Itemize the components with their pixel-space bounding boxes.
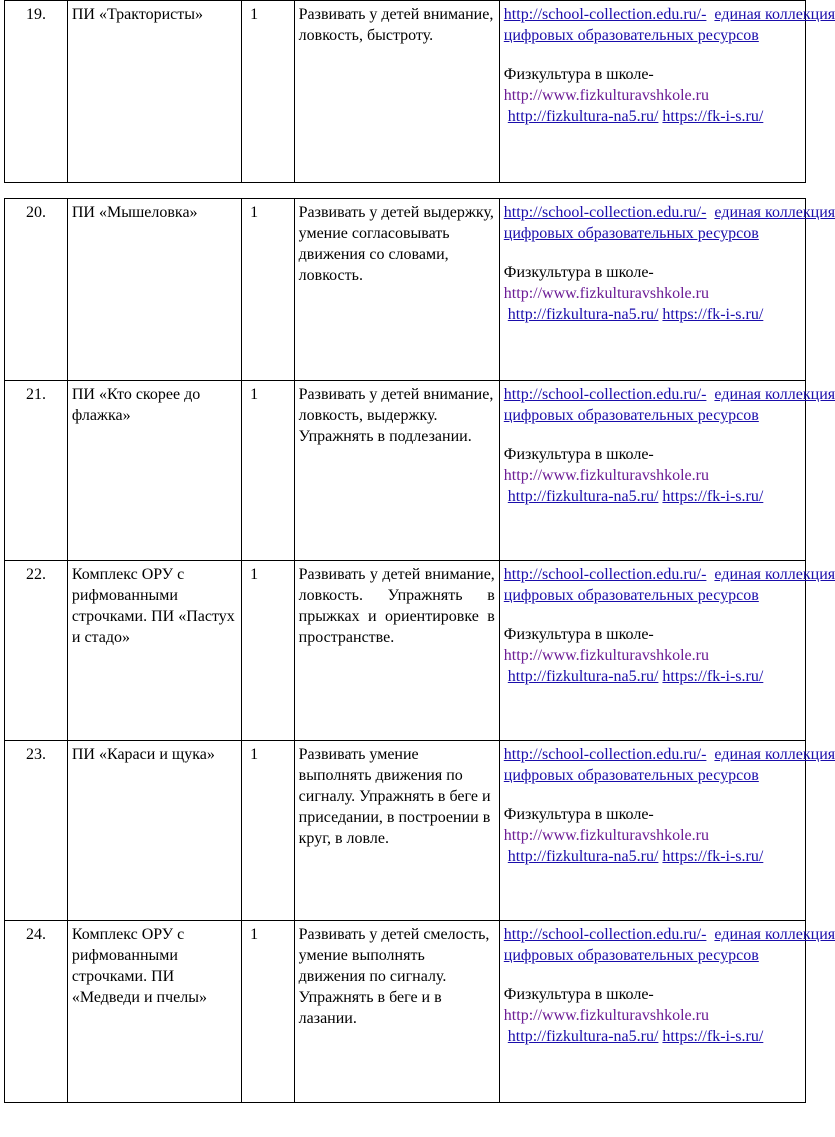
resources-cell bbox=[499, 561, 835, 741]
game-title: ПИ «Мышеловка» bbox=[67, 199, 241, 381]
goal-text: Развивать у детей внимание, ловкость, быстроту. bbox=[294, 1, 499, 183]
goal-text: Развивать у детей внимание, ловкость, выдержку. Упражнять в подлезании. bbox=[294, 381, 499, 561]
table-row bbox=[5, 561, 806, 741]
row-number: 22. bbox=[5, 561, 68, 741]
school-collection-link[interactable]: http://school-collection.edu.ru/- bbox=[503, 386, 707, 403]
fizkultura-na5-link[interactable]: http://fizkultura-na5.ru/ bbox=[507, 848, 659, 866]
collection-resources-link[interactable]: цифровых образовательных ресурсов bbox=[503, 27, 759, 45]
hours-count: 1 bbox=[250, 566, 259, 583]
collection-label-link[interactable]: единая коллекция bbox=[714, 6, 835, 23]
lesson-table-part-2 bbox=[4, 198, 835, 1103]
resources-cell bbox=[499, 741, 835, 921]
table-row bbox=[5, 199, 806, 381]
fizkulturavshkole-link[interactable]: http://www.fizkulturavshkole.ru bbox=[503, 1007, 709, 1025]
hours-count: 1 bbox=[250, 6, 259, 23]
fk-i-s-link[interactable]: https://fk-i-s.ru/ bbox=[662, 1028, 764, 1046]
collection-resources-link[interactable]: цифровых образовательных ресурсов bbox=[503, 947, 759, 965]
table-row bbox=[5, 381, 806, 561]
fizkultura-na5-link[interactable]: http://fizkultura-na5.ru/ bbox=[507, 488, 659, 506]
resources-cell bbox=[499, 381, 835, 561]
fizkulturavshkole-link[interactable]: http://www.fizkulturavshkole.ru bbox=[503, 647, 709, 665]
game-title: ПИ «Караси и щука» bbox=[67, 741, 241, 921]
fizkultura-label: Физкультура в школе- bbox=[503, 66, 654, 84]
collection-label-link[interactable]: единая коллекция bbox=[714, 746, 835, 763]
school-collection-link[interactable]: http://school-collection.edu.ru/- bbox=[503, 926, 707, 943]
school-collection-link[interactable]: http://school-collection.edu.ru/- bbox=[503, 566, 707, 583]
fizkultura-label: Физкультура в школе- bbox=[503, 626, 654, 644]
fk-i-s-link[interactable]: https://fk-i-s.ru/ bbox=[662, 488, 764, 506]
collection-resources-link[interactable]: цифровых образовательных ресурсов bbox=[503, 587, 759, 605]
school-collection-link[interactable]: http://school-collection.edu.ru/- bbox=[503, 6, 707, 23]
fizkultura-label: Физкультура в школе- bbox=[503, 986, 654, 1004]
game-title: ПИ «Кто скорее до флажка» bbox=[67, 381, 241, 561]
goal-text: Развивать у детей выдержку, умение согласовывать движения со словами, ловкость. bbox=[294, 199, 499, 381]
game-title: ПИ «Трактористы» bbox=[67, 1, 241, 183]
fizkultura-label: Физкультура в школе- bbox=[503, 446, 654, 464]
row-number: 23. bbox=[5, 741, 68, 921]
fizkulturavshkole-link[interactable]: http://www.fizkulturavshkole.ru bbox=[503, 87, 709, 105]
collection-label-link[interactable]: единая коллекция bbox=[714, 386, 835, 403]
hours-count: 1 bbox=[250, 204, 259, 221]
collection-resources-link[interactable]: цифровых образовательных ресурсов bbox=[503, 225, 759, 243]
fk-i-s-link[interactable]: https://fk-i-s.ru/ bbox=[662, 668, 764, 686]
fk-i-s-link[interactable]: https://fk-i-s.ru/ bbox=[662, 306, 764, 324]
fizkulturavshkole-link[interactable]: http://www.fizkulturavshkole.ru bbox=[503, 467, 709, 485]
collection-label-link[interactable]: единая коллекция bbox=[714, 566, 835, 583]
hours-count: 1 bbox=[250, 746, 259, 763]
goal-text: Развивать у детей смелость, умение выполнять движения по сигналу. Упражнять в беге и в лазании. bbox=[294, 921, 499, 1103]
fizkultura-na5-link[interactable]: http://fizkultura-na5.ru/ bbox=[507, 668, 659, 686]
fizkultura-label: Физкультура в школе- bbox=[503, 806, 654, 824]
fk-i-s-link[interactable]: https://fk-i-s.ru/ bbox=[662, 848, 764, 866]
school-collection-link[interactable]: http://school-collection.edu.ru/- bbox=[503, 204, 707, 221]
game-title: Комплекс ОРУ с рифмованными строчками. ПИ «Пастух и стадо» bbox=[67, 561, 241, 741]
hours-count: 1 bbox=[250, 386, 259, 403]
collection-label-link[interactable]: единая коллекция bbox=[714, 926, 835, 943]
resources-cell bbox=[499, 1, 835, 183]
fizkultura-na5-link[interactable]: http://fizkultura-na5.ru/ bbox=[507, 1028, 659, 1046]
fk-i-s-link[interactable]: https://fk-i-s.ru/ bbox=[662, 108, 764, 126]
row-number: 24. bbox=[5, 921, 68, 1103]
goal-text: Развивать умение выполнять движения по сигналу. Упражнять в беге и приседании, в построении в круг, в ловле. bbox=[294, 741, 499, 921]
collection-resources-link[interactable]: цифровых образовательных ресурсов bbox=[503, 407, 759, 425]
hours-count: 1 bbox=[250, 926, 259, 943]
table-row bbox=[5, 741, 806, 921]
school-collection-link[interactable]: http://school-collection.edu.ru/- bbox=[503, 746, 707, 763]
row-number: 20. bbox=[5, 199, 68, 381]
resources-cell bbox=[499, 921, 835, 1103]
game-title: Комплекс ОРУ с рифмованными строчками. ПИ «Медведи и пчелы» bbox=[67, 921, 241, 1103]
table-row bbox=[5, 1, 806, 183]
fizkulturavshkole-link[interactable]: http://www.fizkulturavshkole.ru bbox=[503, 285, 709, 303]
table-row bbox=[5, 921, 806, 1103]
fizkulturavshkole-link[interactable]: http://www.fizkulturavshkole.ru bbox=[503, 827, 709, 845]
row-number: 21. bbox=[5, 381, 68, 561]
goal-text: Развивать у детей внимание, ловкость. Упражнять в прыжках и ориентировке в пространстве. bbox=[294, 561, 499, 741]
collection-resources-link[interactable]: цифровых образовательных ресурсов bbox=[503, 767, 759, 785]
collection-label-link[interactable]: единая коллекция bbox=[714, 204, 835, 221]
row-number: 19. bbox=[5, 1, 68, 183]
resources-cell bbox=[499, 199, 835, 381]
fizkultura-na5-link[interactable]: http://fizkultura-na5.ru/ bbox=[507, 108, 659, 126]
fizkultura-na5-link[interactable]: http://fizkultura-na5.ru/ bbox=[507, 306, 659, 324]
fizkultura-label: Физкультура в школе- bbox=[503, 264, 654, 282]
lesson-table-part-1 bbox=[4, 0, 835, 183]
